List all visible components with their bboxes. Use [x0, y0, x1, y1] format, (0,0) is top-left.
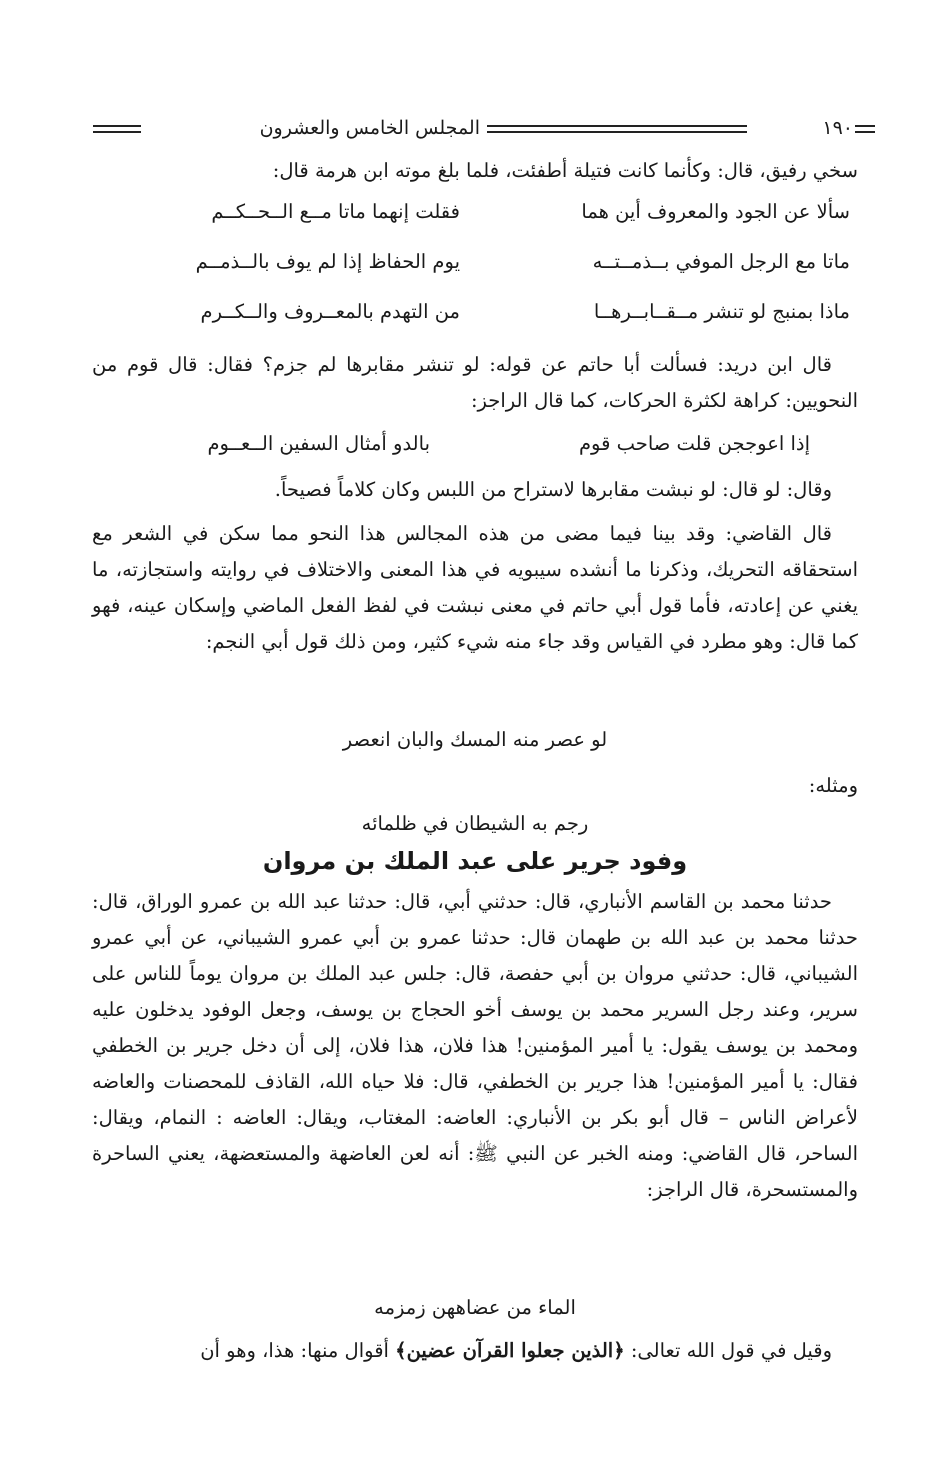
chapter-title: المجلس الخامس والعشرون — [259, 117, 480, 139]
page-number: ١٩٠ — [822, 117, 853, 139]
quran-quote: ﴿الذين جعلوا القرآن عضين﴾ — [395, 1339, 625, 1362]
verse-abu-najm: لو عصر منه المسك والبان انعصر — [342, 728, 608, 751]
wa-mithluhu: ومثله: — [808, 774, 858, 797]
poem-verse — [130, 250, 850, 290]
header-rule — [487, 125, 747, 133]
paragraph-ibn-durayd: قال ابن دريد: فسألت أبا حاتم عن قوله: لو تنشر مقابرها لم جزم؟ فقال: قال قوم من النحويين: كراهة لكثرة الحركات، كما قال الراجز: — [92, 353, 858, 412]
poem-verse — [130, 300, 850, 340]
verse-second-hemistich: فقلت إنهما ماتا مــع الــحــكــم — [211, 200, 460, 223]
verse-first-hemistich: ماذا بمنبج لو تنشر مــقــابــرهــا — [593, 300, 850, 323]
section-title: وفود جرير على عبد الملك بن مروان — [262, 847, 688, 875]
header-rule — [93, 125, 141, 133]
verse-first-hemistich: إذا اعوججن قلت صاحب قوم — [578, 432, 810, 455]
poem-verse — [130, 200, 850, 240]
verse-al-maa: الماء من عضاههن زمزمه — [374, 1296, 576, 1319]
paragraph-law-qala: وقال: لو قال: لو نبشت مقابرها لاستراح من اللبس وكان كلاماً فصيحاً. — [274, 478, 832, 501]
verse-second-hemistich: يوم الحفاظ إذا لم يوف بالــذمــم — [195, 250, 460, 273]
paragraph-qadi: قال القاضي: وقد بينا فيما مضى من هذه المجالس هذا النحو مما سكن في الشعر مع استحقاقه التحريك، وذكرنا ما أنشده سيبويه في هذا المعنى والاختلاف في روايته واستجازته، ما يغني عن إعادته، فأما قول أبي حاتم في معنى نبشت في لفظ الفعل الماضي وإسكان عينه، فهو كما قال: وهو مطرد في القياس وقد جاء منه شيء كثير، ومن ذلك قول أبي النجم: — [92, 522, 858, 653]
intro-line: سخي رفيق، قال: وكأنما كانت فتيلة أطفئت، فلما بلغ موته ابن هرمة قال: — [272, 159, 858, 182]
verse-second-hemistich: بالدو أمثال السفين الــعــوم — [207, 432, 430, 455]
last-line — [92, 1333, 858, 1369]
running-header — [93, 113, 875, 147]
verse-rujim: رجم به الشيطان في ظلمائه — [361, 812, 589, 835]
verse-first-hemistich: ماتا مع الرجل الموفي بــذمــتــه — [592, 250, 850, 273]
paragraph-haddathana: حدثنا محمد بن القاسم الأنباري، قال: حدثني أبي، قال: حدثنا عبد الله بن عمرو الوراق، قال: حدثنا محمد بن عبد الله بن طهمان قال: حدثنا عمرو بن أبي عمرو الشيباني، عن أبي عمرو الشيباني، قال: حدثني مروان بن أبي حفصة، قال: جلس عبد الملك بن مروان يوماً للناس على سرير، وعند رجل السرير محمد بن يوسف أخو الحجاج بن يوسف، وجعل الوفود يدخلون عليه ومحمد بن يوسف يقول: يا أمير المؤمنين! هذا فلان، هذا فلان، إلى أن دخل جرير بن الخطفي فقال: يا أمير المؤمنين! هذا جرير بن الخطفي، قال: فلا حياه الله، القاذف للمحصنات والعاضه لأعراض الناس – قال أبو بكر بن الأنباري: العاضه: المغتاب، ويقال: العاضه : النمام، ويقال: الساحر، قال القاضي: ومنه الخبر عن النبي ﷺ: أنه لعن العاضهة والمستعضهة، يعني الساحرة والمستسحرة، قال الراجز: — [92, 890, 858, 1201]
rajaz-verse — [160, 432, 810, 472]
verse-second-hemistich: من التهدم بالمعــروف والــكــرم — [200, 300, 460, 323]
last-line-after: أقوال منها: هذا، وهو أن — [200, 1339, 396, 1362]
verse-first-hemistich: سألا عن الجود والمعروف أين هما — [581, 200, 850, 223]
header-rule — [855, 125, 875, 133]
last-line-before: وقيل في قول الله تعالى: — [624, 1339, 832, 1362]
